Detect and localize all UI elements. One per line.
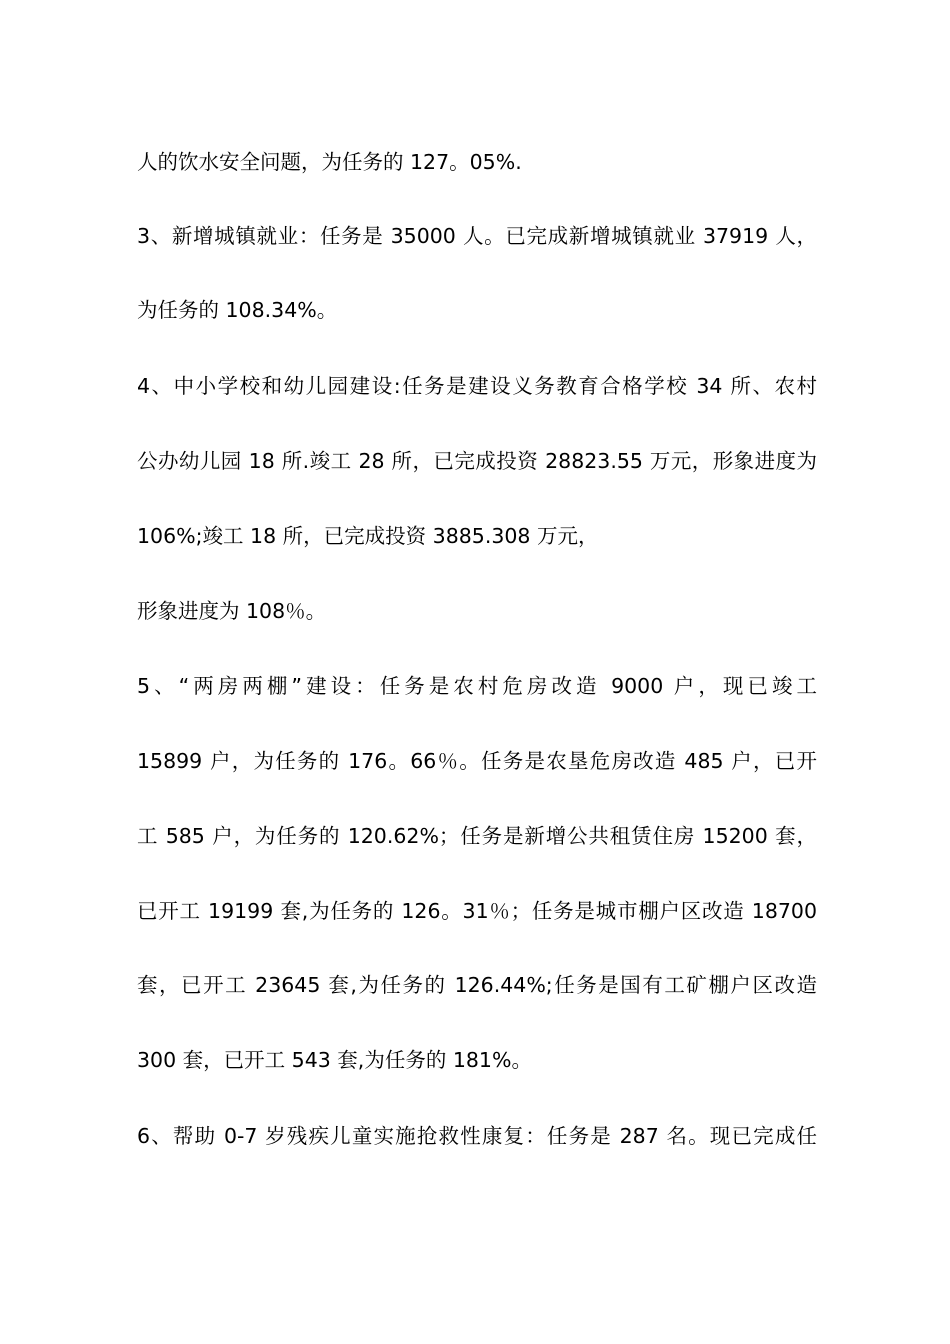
text-line-14: 6、帮助 0-7 岁残疾儿童实施抢救性康复：任务是 287 名。现已完成任 <box>137 1124 817 1148</box>
text-line-2: 3、新增城镇就业：任务是 35000 人。已完成新增城镇就业 37919 人， <box>137 224 817 248</box>
text-line-10: 工 585 户，为任务的 120.62%；任务是新增公共租赁住房 15200 套， <box>137 824 817 848</box>
text-line-5: 公办幼儿园 18 所.竣工 28 所，已完成投资 28823.55 万元，形象进度为 <box>137 449 817 473</box>
text-line-7: 形象进度为 108％。 <box>137 599 327 623</box>
text-line-1: 人的饮水安全问题，为任务的 127。05%. <box>137 150 522 174</box>
text-line-6: 106%;竣工 18 所，已完成投资 3885.308 万元， <box>137 524 599 548</box>
text-line-9: 15899 户，为任务的 176。66％。任务是农垦危房改造 485 户，已开 <box>137 749 817 773</box>
text-line-3: 为任务的 108.34%。 <box>137 298 338 322</box>
text-line-4: 4、中小学校和幼儿园建设:任务是建设义务教育合格学校 34 所、农村 <box>137 374 817 398</box>
text-line-12: 套，已开工 23645 套,为任务的 126.44%;任务是国有工矿棚户区改造 <box>137 973 817 997</box>
text-line-11: 已开工 19199 套,为任务的 126。31％；任务是城市棚户区改造 18700 <box>137 899 817 923</box>
text-line-8: 5、“两房两棚”建设：任务是农村危房改造 9000 户，现已竣工 <box>137 674 817 698</box>
text-line-13: 300 套，已开工 543 套,为任务的 181%。 <box>137 1048 532 1072</box>
